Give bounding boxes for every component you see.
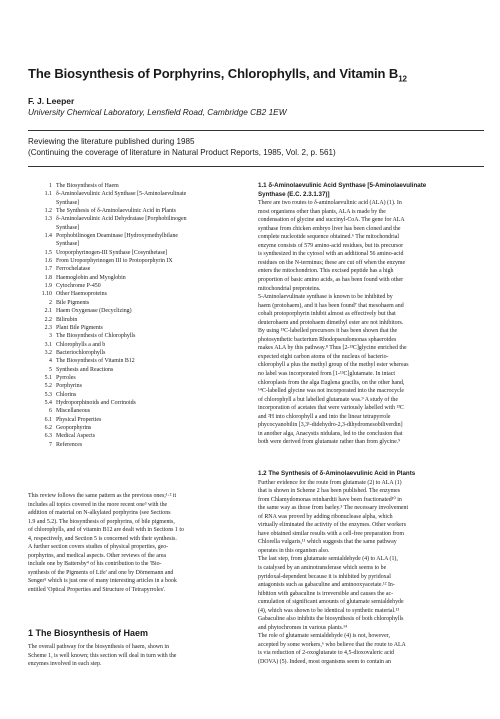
text-line: makes ALA by this pathway.⁸ Thus [2-¹³C]glycine enriched the [258, 345, 407, 352]
toc-entry [28, 307, 260, 315]
toc-label: δ-Aminolaevulinic Acid Dehydratase [Porphobilinogen [56, 216, 187, 223]
toc-label: Cytochrome P-450 [56, 283, 101, 290]
toc-label: Ferrochelatase [56, 266, 91, 273]
toc-number: 1.1 [44, 191, 52, 198]
text-line: the same way as those from barley.³ The necessary involvement [258, 505, 409, 512]
toc-number: 1.3 [44, 216, 52, 223]
text-line: of RNA was proved by adding ribonuclease alpha, which [258, 513, 393, 520]
review-note [28, 136, 488, 158]
toc-label: Bile Pigments [56, 299, 90, 306]
text-line: deuterohaem and protohaem dimethyl ester are not inhibitors. [258, 319, 404, 326]
section-1-1-heading-cont: Synthase (E.C. 2.3.1.37)] [258, 190, 330, 198]
toc-entry [28, 299, 260, 307]
toc-entry [28, 274, 260, 282]
toc-entry [28, 215, 260, 223]
toc-entry [28, 249, 260, 257]
toc-entry [28, 190, 260, 198]
text-line: The overall pathway for the biosynthesis of haem, shown in [28, 644, 170, 650]
text-line: hibition with gabaculine is irreversible and causes the ac- [258, 590, 394, 597]
text-line: chlorophyll a plus the methyl group of the methyl ester whereas [258, 362, 409, 369]
text-line: have obtained similar results with a cell-free preparation from [258, 530, 404, 537]
toc-entry [28, 391, 260, 399]
toc-entry [28, 257, 260, 265]
toc-label: The Biosynthesis of Vitamin B12 [56, 358, 135, 365]
toc-label: Other Haemoproteins [56, 291, 107, 298]
text-line: entitled 'Optical Properties and Structure of Tetrapyrroles'. [28, 587, 166, 594]
toc-number: 4 [49, 358, 52, 365]
text-line: mitochondrial preproteins. [258, 285, 321, 292]
text-line: addition of material on N-alkylated porphyrins (see Sections [28, 510, 171, 517]
toc-label: Miscellaneous [56, 408, 91, 415]
toc-number: 3.2 [44, 349, 52, 356]
author-affiliation: University Chemical Laboratory, Lensfield Road, Cambridge CB2 1EW [28, 107, 287, 117]
intro-paragraph [28, 492, 260, 595]
text-line: and phytochromes in various plants.¹⁴ [258, 624, 348, 631]
top-rule [28, 130, 484, 131]
toc-label: Hydroporphinoids and Corrinoids [56, 399, 136, 406]
text-line: cobalt protoporphyrin inhibit almost as effectively but that [258, 311, 396, 318]
toc-number: 5.3 [44, 391, 52, 398]
toc-entry [28, 182, 260, 190]
toc-number: 3 [49, 333, 52, 340]
text-line: of chlorophyll a but labelled glutamate was.⁹ A study of the [258, 396, 398, 403]
toc-entry [28, 290, 260, 298]
text-line: in another alga, Anacystis nidulans, led to the conclusion that [258, 430, 403, 437]
toc-entry [28, 382, 260, 390]
text-line: 1.9 and 5.2). The biosynthesis of porphyrins, of bile pigments, [28, 518, 175, 525]
toc-number: 1.2 [44, 208, 52, 215]
toc-label: Bilirubin [56, 316, 78, 323]
toc-number: 1.8 [44, 274, 52, 281]
toc-label: Bacteriochlorophylls [56, 349, 106, 356]
toc-label-cont: Synthase] [56, 199, 80, 206]
text-line: Gabaculine also inhibits the biosynthesis of both chlorophylls [258, 616, 404, 623]
text-line: The role of glutamate semialdehyde (4) is not, however, [258, 633, 390, 640]
toc-label: Medical Aspects [56, 433, 96, 440]
toc-number: 5.4 [44, 399, 52, 406]
text-line: haem (protohaem), and it has been found⁷ that mesohaem and [258, 302, 404, 309]
toc-number: 6 [49, 408, 52, 415]
toc-entry [28, 441, 260, 449]
toc-entry [28, 332, 260, 340]
toc-label: The Biosynthesis of Haem [56, 183, 119, 189]
text-line: Chlorella vulgaris,¹¹ which suggests that the same pathway [258, 539, 397, 546]
toc-label: Uroporphyrinogen-III Synthase [Cosynthetase] [56, 249, 168, 256]
text-line: operates in this organism also. [258, 547, 330, 554]
toc-number: 6.2 [44, 424, 52, 431]
toc-label: Porphobilinogen Deaminase [Hydroxymethylbilane [56, 233, 179, 240]
toc-number: 1.5 [44, 249, 52, 256]
toc-label: Porphyrins [56, 383, 82, 390]
text-line: phycocyanobilin [3,3¹-didehydro-2,3-dihydromesobiliverdin] [258, 422, 403, 429]
toc-entry [28, 432, 260, 440]
toc-label: The Synthesis of δ-Aminolaevulinic Acid in Plants [56, 208, 176, 215]
toc-entry [28, 207, 260, 215]
text-line: and ²H into chlorophyll a and into the linear tetrapyrrole [258, 413, 391, 420]
toc-number: 5.2 [44, 383, 52, 390]
toc-label: Haem Oxygenase (Decyclizing) [56, 308, 132, 315]
text-line: of chlorophylls, and of vitamin B12 are dealt with in Sections 1 to [28, 527, 184, 534]
toc-entry [28, 265, 260, 273]
section-1-2-heading: 1.2 The Synthesis of δ-Aminolaevulinic Acid in Plants [258, 470, 416, 477]
toc-label: Chlorins [56, 391, 77, 398]
toc-number: 1 [49, 183, 52, 189]
toc-label: References [56, 441, 83, 448]
toc-label: The Biosynthesis of Chlorophylls [56, 333, 136, 340]
toc-number: 2.3 [44, 324, 52, 331]
text-line: proportion of basic amino acids, as has been found with other [258, 277, 404, 284]
toc-label-cont: Synthase] [56, 241, 80, 248]
text-line: incorporation of acetates that were variously labelled with ¹³C [258, 405, 404, 412]
toc-number: 2 [49, 299, 52, 306]
toc-entry [28, 407, 260, 415]
text-line: from Chlamydomonas reinhardtii have been fractionated¹⁰ in [258, 496, 402, 503]
text-line: no label was incorporated from [1-¹³C]glutamate. In intact [258, 371, 396, 378]
text-line: Further evidence for the route from glutamate (2) to ALA (1) [258, 479, 402, 486]
toc-entry [28, 366, 260, 374]
text-line: (DOVA) (5). Indeed, most organisms seem to contain an [258, 659, 391, 666]
text-line: that is shown in Scheme 2 has been published. The enzymes [258, 488, 401, 495]
review-note-line: Reviewing the literature published during 1985 [28, 137, 195, 146]
text-line: enters the mitochondrion. This excised peptide has a high [258, 268, 394, 275]
text-line: enzyme consists of 579 amino-acid residues, but its precursor [258, 242, 404, 249]
text-line: includes all topics covered in the more recent one³ with the [28, 501, 168, 508]
article-title: The Biosynthesis of Porphyrins, Chlorophylls, and Vitamin $B_{12}$ [28, 66, 407, 84]
text-line: A further section covers studies of physical properties, geo- [28, 544, 169, 551]
toc-number: 5.1 [44, 374, 52, 381]
toc-number: 2.1 [44, 308, 52, 315]
text-line: is via reduction of 2-oxoglutarate to 4,5-dioxovaleric acid [258, 650, 395, 657]
toc-number: 1.9 [44, 283, 52, 290]
text-line: include one by Battersby⁴ of his contribution to the 'Bio- [28, 561, 162, 568]
text-line: accepted by some workers,⁶ who believe that the route to ALA [258, 641, 406, 648]
toc-number: 3.1 [44, 341, 52, 348]
text-line: cumulation of significant amounts of glutamate semialdehyde [258, 599, 404, 606]
toc-number: 1.4 [44, 233, 52, 240]
toc-entry [28, 232, 260, 240]
toc-number: 5 [49, 366, 52, 373]
toc-label: Haemoglobin and Myoglobin [56, 274, 126, 281]
toc-entry [28, 324, 260, 332]
text-line: 4, respectively, and Section 5 is concerned with their synthesis. [28, 535, 177, 542]
text-line: There are two routes to δ-aminolaevulinic acid (ALA) (1). In [258, 200, 402, 207]
toc-entry [28, 424, 260, 432]
text-line: residues on the N-terminus; these are cut off when the enzyme [258, 259, 406, 266]
text-line: synthase from chicken embryo liver has been cloned and the [258, 225, 401, 232]
text-line: chloroplasts from the alga Euglena gracilis, on the other hand, [258, 379, 405, 386]
section-1-heading: 1 The Biosynthesis of Haem [28, 628, 149, 638]
text-line: By using ¹³C-labelled precursors it has been shown that the [258, 328, 398, 335]
text-line: enzymes involved in each step. [28, 661, 102, 668]
text-line: (4), which was shown to be identical to synthetic material.¹³ [258, 607, 400, 614]
toc-label: Plant Bile Pigments [56, 324, 103, 331]
author-name: F. J. Leeper [28, 96, 75, 106]
toc-number: 6.3 [44, 433, 52, 440]
text-line: virtually eliminated the activity of the enzymes. Other workers [258, 522, 407, 529]
text-line: is synthesized in the cytosol with an additional 56 amino-acid [258, 251, 404, 258]
toc-entry [28, 316, 260, 324]
bottom-rule [28, 166, 484, 167]
section-1-text [28, 643, 260, 669]
toc-number: 2.2 [44, 316, 52, 323]
toc-number: 1.7 [44, 266, 52, 273]
text-line: antagonists such as gabaculine and aminooxyacetate.¹² In- [258, 582, 395, 589]
text-line: pyridoxal-dependent because it is inhibited by pyridoxal [258, 573, 391, 580]
toc-number: 1.6 [44, 258, 52, 265]
text-line: is catalysed by an aminotransferase which seems to be [258, 565, 387, 572]
text-line: synthesis of the Pigments of Life' and one by Dörnemann and [28, 569, 174, 576]
text-line: most organisms other than plants, ALA is made by the [258, 208, 386, 215]
section-1-1-text [258, 182, 490, 447]
toc-number: 1.10 [41, 291, 52, 298]
toc-entry [28, 282, 260, 290]
section-1-1-heading: 1.1 δ-Aminolaevulinic Acid Synthase [5-Aminolaevulinate [258, 182, 427, 189]
toc-label: Pyrroles [56, 374, 76, 381]
toc-label: From Uroporphyrinogen III to Protoporphyrin IX [56, 258, 173, 265]
text-line: This review follows the same pattern as the previous ones;¹·² it [28, 493, 177, 499]
toc-number: 7 [49, 441, 52, 448]
text-line: expected eight carbon atoms of the nucleus of bacterio- [258, 353, 389, 360]
table-of-contents [28, 182, 260, 449]
toc-entry [28, 341, 260, 349]
text-line: Senger⁵ which is just one of many interesting articles in a book [28, 578, 177, 585]
text-line: condensation of glycine and succinyl-CoA. The gene for ALA [258, 217, 405, 224]
toc-entry [28, 357, 260, 365]
toc-number: 6.1 [44, 416, 52, 423]
section-1-2-text [258, 470, 490, 667]
toc-label: Geoporphyrins [56, 424, 92, 431]
toc-label: Synthesis and Reactions [56, 366, 114, 373]
toc-entry [28, 374, 260, 382]
text-line: porphyrins, and medical aspects. Other reviews of the area [28, 552, 167, 559]
text-line: Scheme 1, is well known; this section will deal in turn with the [28, 652, 177, 659]
toc-entry [28, 416, 260, 424]
toc-label-cont: Synthase] [56, 224, 80, 231]
toc-label: Physical Properties [56, 416, 102, 423]
toc-entry [28, 399, 260, 407]
text-line: ¹⁴C-labelled glycine was not incorporated into the macrocycle [258, 388, 404, 395]
toc-entry [28, 349, 260, 357]
toc-label: δ-Aminolaevulinic Acid Synthase [5-Aminolaevulinate [56, 191, 187, 198]
toc-label: Chlorophylls a and b [56, 341, 106, 348]
text-line: photosynthetic bacterium Rhodopseudomonas sphaeroides [258, 336, 397, 343]
text-line: 5-Aminolaevulinate synthase is known to be inhibited by [258, 294, 393, 301]
text-line: both were derived from glutamate rather than from glycine.⁹ [258, 439, 401, 446]
text-line: The last step, from glutamate semialdehyde (4) to ALA (1), [258, 556, 398, 563]
review-note-line: (Continuing the coverage of literature in Natural Product Reports, 1985, Vol. 2, p. 561) [28, 148, 336, 157]
text-line: complete nucleotide sequence obtained.⁶ The mitochondrial [258, 234, 399, 241]
